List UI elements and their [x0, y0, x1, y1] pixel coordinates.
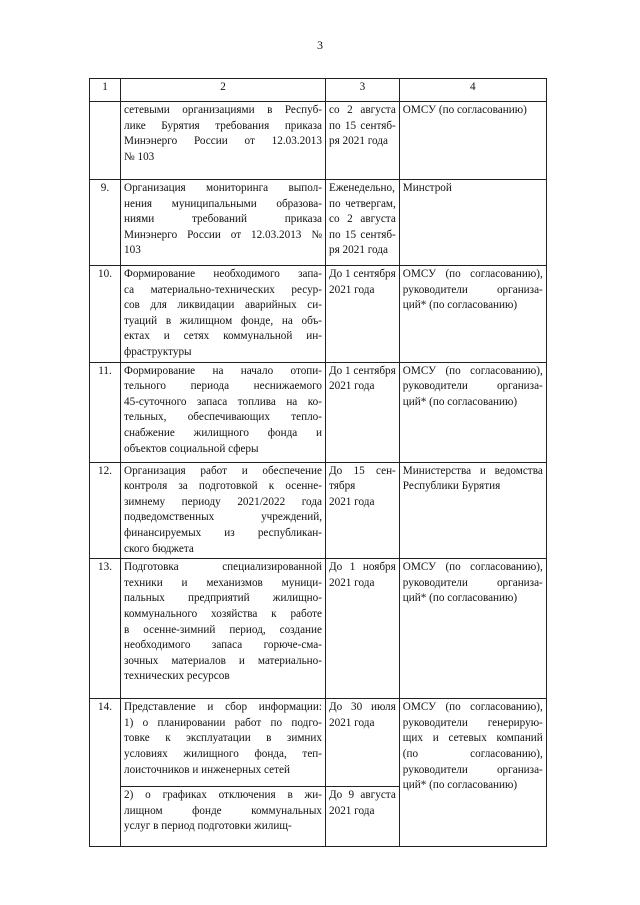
row-number: 12.	[90, 462, 121, 559]
text-line: Минстрой	[402, 182, 452, 194]
text-line: До 30 июля	[329, 701, 396, 714]
text-line: со 2 августа	[329, 213, 396, 226]
text-line: техники и механизмов муници-	[124, 576, 322, 589]
text-line: технических ресурсов	[124, 670, 230, 683]
table-row	[90, 266, 547, 363]
text-line: № 103	[124, 150, 155, 163]
text-line: необходимого запаса горюче-сма-	[124, 639, 322, 652]
table-row	[90, 699, 547, 787]
text-line: ОМСУ (по согласованию),	[402, 268, 543, 280]
text-line: (по согласованию),	[402, 747, 543, 760]
text-line: Минэнерго России от 12.03.2013 №	[124, 228, 322, 241]
deadline-cell	[326, 559, 400, 699]
text-line: Еженедельно,	[329, 182, 395, 194]
page-number: 3	[317, 38, 323, 52]
text-line: подведомственных учреждений,	[124, 511, 322, 524]
text-line: ций* (по согласованию)	[402, 779, 518, 792]
task-cell	[121, 787, 326, 847]
text-line: 45-суточного запаса топлива на ко-	[124, 395, 322, 408]
responsible-cell	[399, 362, 546, 462]
text-line: До 1 ноября	[329, 561, 396, 574]
text-line: контроля за подготовкой к осенне-	[124, 480, 322, 493]
text-line: руководители организа-	[402, 576, 543, 589]
text-line: 2021 года	[329, 380, 375, 393]
header-col-4: 4	[399, 79, 546, 102]
text-line: ниями требований приказа	[124, 213, 322, 226]
row-number: 9.	[90, 180, 121, 266]
table-row	[90, 180, 547, 266]
table-header-row	[90, 79, 547, 102]
row-number: 14.	[90, 699, 121, 847]
text-line: До 15 сен-	[329, 464, 396, 477]
text-line: ОМСУ (по согласованию),	[402, 364, 543, 377]
text-line: 2021 года	[329, 283, 375, 296]
text-line: ций* (по согласованию)	[402, 592, 518, 605]
deadline-cell	[326, 462, 400, 559]
text-line: Представление и сбор информации:	[124, 701, 322, 714]
text-line: фраструктуры	[124, 345, 192, 358]
text-line: ского бюджета	[124, 542, 194, 555]
text-line: 2021 года	[329, 495, 375, 508]
text-line: Организация мониторинга выпол-	[124, 182, 322, 194]
text-line: Министерства и ведомства	[402, 464, 543, 477]
task-cell	[121, 699, 326, 787]
deadline-cell	[326, 699, 400, 787]
responsible-cell	[399, 462, 546, 559]
responsible-cell	[399, 102, 546, 180]
text-line: сов для ликвидации аварийных си-	[124, 299, 322, 312]
text-line: щих и сетевых компаний	[402, 732, 543, 745]
task-cell	[121, 102, 326, 180]
text-line: До 1 сентября	[329, 364, 396, 377]
table-body	[90, 102, 547, 847]
text-line: са материально-технических ресур-	[124, 283, 322, 296]
text-line: нения муниципальными образова-	[124, 197, 322, 210]
text-line: зочных материалов и материально-	[124, 654, 322, 667]
text-line: снабжение жилищного фонда и	[124, 426, 322, 439]
text-line: 2021 года	[329, 804, 375, 817]
text-line: 1) о планировании работ по подго-	[124, 716, 322, 729]
text-line: коммунального хозяйства к работе	[124, 607, 322, 620]
responsible-cell	[399, 266, 546, 363]
text-line: тельных, обеспечивающих тепло-	[124, 411, 322, 424]
text-line: тября	[329, 480, 356, 493]
text-line: руководители генерирую-	[402, 716, 543, 729]
responsible-cell	[399, 180, 546, 266]
row-number: 11.	[90, 362, 121, 462]
header-col-1: 1	[90, 79, 121, 102]
text-line: со 2 августа	[329, 104, 396, 116]
text-line: лоисточников и инженерных сетей	[124, 763, 290, 776]
text-line: условиях жилищного фонда, теп-	[124, 747, 322, 760]
text-line: До 1 сентября	[329, 268, 396, 280]
text-line: 2021 года	[329, 716, 375, 729]
text-line: в осенне-зимний период, создание	[124, 623, 322, 636]
text-line: Формирование необходимого запа-	[124, 268, 322, 280]
text-line: лике Бурятия требования приказа	[124, 119, 322, 132]
text-line: Республики Бурятия	[402, 480, 501, 493]
task-cell	[121, 462, 326, 559]
text-line: ря 2021 года	[329, 244, 388, 257]
row-number: 10.	[90, 266, 121, 363]
responsible-cell	[399, 699, 546, 847]
deadline-cell	[326, 102, 400, 180]
text-line: ций* (по согласованию)	[402, 395, 518, 408]
text-line: товке к эксплуатации в зимних	[124, 732, 322, 745]
text-line: ОМСУ (по согласованию),	[402, 701, 543, 714]
text-line: Подготовка специализированной	[124, 561, 322, 574]
row-number	[90, 102, 121, 180]
text-line: ря 2021 года	[329, 135, 388, 148]
table-row	[90, 362, 547, 462]
text-line: ектах и сетях коммунальной ин-	[124, 330, 322, 343]
plan-table	[89, 78, 547, 847]
text-line: До 9 августа	[329, 789, 396, 802]
responsible-cell	[399, 559, 546, 699]
table-row	[90, 462, 547, 559]
table-row	[90, 559, 547, 699]
text-line: руководители организа-	[402, 380, 543, 393]
deadline-cell	[326, 180, 400, 266]
text-line: тельного периода неснижаемого	[124, 380, 322, 393]
text-line: по 15 сентяб-	[329, 228, 396, 241]
task-cell	[121, 362, 326, 462]
text-line: сетевыми организациями в Респуб-	[124, 104, 322, 116]
text-line: пальных предприятий жилищно-	[124, 592, 322, 605]
row-number: 13.	[90, 559, 121, 699]
text-line: по четвергам,	[329, 197, 396, 210]
text-line: финансируемых из республикан-	[124, 526, 322, 539]
header-col-3: 3	[326, 79, 400, 102]
task-cell	[121, 266, 326, 363]
deadline-cell	[326, 266, 400, 363]
text-line: туаций в жилищном фонде, на объ-	[124, 314, 322, 327]
text-line: Формирование на начало отопи-	[124, 364, 322, 377]
task-cell	[121, 559, 326, 699]
task-cell	[121, 180, 326, 266]
text-line: 103	[124, 244, 141, 257]
text-line: Минэнерго России от 12.03.2013	[124, 135, 322, 148]
text-line: по 15 сентяб-	[329, 119, 396, 132]
deadline-cell	[326, 362, 400, 462]
text-line: 2021 года	[329, 576, 375, 589]
header-col-2: 2	[121, 79, 326, 102]
text-line: объектов социальной сферы	[124, 442, 259, 455]
text-line: лищном фонде коммунальных	[124, 804, 322, 817]
deadline-cell	[326, 787, 400, 847]
text-line: 2) о графиках отключения в жи-	[124, 789, 322, 802]
text-line: руководители организа-	[402, 763, 543, 776]
text-line: ОМСУ (по согласованию)	[402, 104, 527, 116]
text-line: услуг в период подготовки жилищ-	[124, 820, 292, 833]
text-line: ций* (по согласованию)	[402, 299, 518, 312]
table-row	[90, 102, 547, 180]
text-line: Организация работ и обеспечение	[124, 464, 322, 477]
text-line: зимнему периоду 2021/2022 года	[124, 495, 322, 508]
text-line: руководители организа-	[402, 283, 543, 296]
text-line: ОМСУ (по согласованию),	[402, 561, 543, 574]
